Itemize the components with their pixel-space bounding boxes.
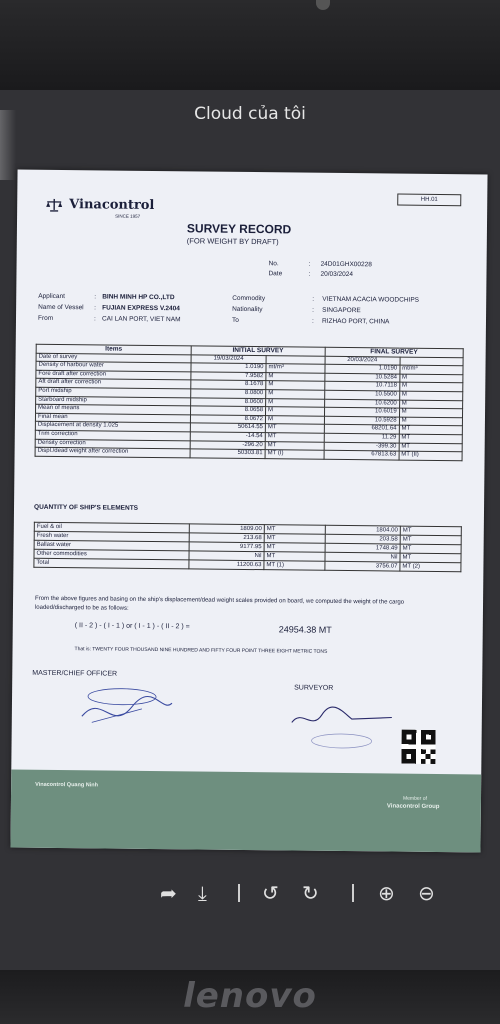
element-final: 1804.00 — [325, 525, 400, 535]
logo-since: SINCE 1957 — [115, 213, 141, 219]
element-item: Fuel & oil — [34, 522, 189, 533]
cargo-weight: 24954.38 MT — [278, 624, 332, 635]
row-initial-unit: M — [266, 407, 325, 416]
toolbar-separator — [238, 884, 240, 902]
row-final-unit: M — [399, 391, 462, 400]
footer-member: Member of — [402, 795, 427, 802]
row-item: Fore draft after correction — [36, 370, 191, 380]
qr-code-icon — [401, 730, 435, 764]
footer-group: Vinacontrol Group — [386, 803, 440, 811]
row-final: 11.29 — [324, 433, 399, 442]
row-initial-unit: M — [266, 372, 325, 381]
row-initial: 1.0190 — [191, 363, 266, 372]
calculation-note: From the above figures and basing on the ship's displacement/dead weight scales provided on board, we computed the weight of the cargo loaded/discharged to be as follows: — [34, 595, 405, 612]
row-item: Port midship — [36, 387, 191, 397]
row-final-unit: MT — [399, 443, 462, 452]
company-logo: Vinacontrol — [69, 197, 155, 213]
rotate-right-icon[interactable]: ↻ — [302, 881, 319, 905]
header-final: FINAL SURVEY — [325, 347, 463, 357]
rotate-left-icon[interactable]: ↺ — [262, 881, 279, 905]
element-initial-unit: MT — [264, 525, 325, 535]
commodity-value: VIETNAM ACACIA WOODCHIPS — [322, 295, 420, 304]
applicant-label: Applicant — [38, 292, 66, 301]
toolbar-separator — [352, 884, 354, 902]
row-final-unit: M — [399, 408, 462, 417]
row-final: 68201.64 — [324, 425, 399, 434]
element-final: 3756.07 — [325, 561, 400, 571]
row-initial: 50303.81 — [190, 449, 265, 458]
row-final-unit: M — [399, 382, 462, 391]
formula: ( II - 2 ) - ( I - 1 ) or ( I - 1 ) - ( II - 2 ) = — [74, 622, 190, 631]
row-final-unit: M — [399, 374, 462, 383]
element-initial-unit: MT — [264, 534, 325, 544]
row-final: 10.6200 — [324, 399, 399, 408]
monitor-bezel-top — [0, 0, 500, 90]
from-label: From — [37, 314, 54, 322]
row-initial-unit: M — [266, 390, 325, 399]
to-value: RIZHAO PORT, CHINA — [321, 317, 390, 326]
row-final-unit: MT — [399, 434, 462, 443]
element-final-unit: MT — [400, 535, 461, 545]
form-number: HH.01 — [397, 194, 461, 207]
applicant-value: BINH MINH HP CO.,LTD — [102, 293, 175, 302]
row-final: 20/03/2024 — [325, 356, 400, 365]
element-initial: Nil — [189, 551, 264, 561]
nationality-label: Nationality — [232, 305, 263, 314]
element-final-unit: MT — [400, 526, 461, 536]
date-value: 20/03/2024 — [320, 270, 354, 279]
date-label: Date — [268, 270, 283, 278]
weight-in-words — [75, 646, 328, 655]
that-is-value: TWENTY FOUR THOUSAND NINE HUNDRED AND FIFTY FOUR POINT THREE EIGHT METRIC TONS — [92, 646, 328, 655]
element-item: Other commodities — [34, 549, 189, 560]
download-icon[interactable]: ⤓ — [198, 881, 207, 905]
row-item: Starboard midship — [36, 396, 191, 406]
row-initial: 19/03/2024 — [191, 354, 266, 363]
row-final-unit: MT (II) — [399, 451, 462, 460]
row-final: 1.0190 — [325, 364, 400, 373]
row-initial-unit: M — [266, 398, 325, 407]
row-item: Trim correction — [35, 430, 190, 440]
row-final-unit: mt/m³ — [400, 365, 463, 374]
element-initial-unit: MT — [264, 543, 325, 553]
from-value: CAI LAN PORT, VIET NAM — [101, 315, 181, 324]
row-item: Density correction — [35, 439, 190, 449]
row-final-unit: M — [399, 400, 462, 409]
element-initial: 213.68 — [189, 533, 264, 543]
element-initial-unit: MT — [264, 552, 325, 562]
surveyor-signature-icon — [281, 700, 402, 751]
row-item: Displ./dead weight after correction — [35, 447, 190, 457]
footer-company: Vinacontrol Quang Ninh — [35, 781, 99, 789]
row-initial: 50614.55 — [190, 423, 265, 432]
row-final: 10.6019 — [324, 407, 399, 416]
commodity-label: Commodity — [232, 294, 266, 303]
vessel-label: Name of Vessel — [38, 303, 84, 312]
draft-survey-table — [35, 344, 464, 461]
row-initial: -14.54 — [190, 432, 265, 441]
element-initial-unit: MT (1) — [264, 561, 325, 571]
row-final: 67813.63 — [324, 450, 399, 459]
element-final: Nil — [325, 552, 400, 562]
element-final-unit: MT — [400, 544, 461, 554]
element-initial: 1809.00 — [189, 524, 264, 534]
element-initial: 11200.63 — [189, 560, 264, 570]
element-item: Ballast water — [34, 540, 189, 551]
surveyor-label: SURVEYOR — [294, 684, 334, 692]
row-initial: 8.0600 — [191, 397, 266, 406]
document-subtitle: (FOR WEIGHT BY DRAFT) — [186, 236, 279, 247]
elements-title: QUANTITY OF SHIP'S ELEMENTS — [33, 503, 139, 512]
element-final: 203.58 — [325, 534, 400, 544]
element-final-unit: MT — [400, 553, 461, 563]
row-item: Displacement at density 1.025 — [35, 422, 190, 432]
row-initial-unit: M — [265, 415, 324, 424]
row-final: 10.7118 — [324, 382, 399, 391]
element-item: Total — [34, 558, 189, 569]
row-initial-unit: mt/m³ — [266, 364, 325, 373]
share-icon[interactable]: ➦ — [160, 881, 177, 905]
row-initial-unit: MT — [265, 433, 324, 442]
row-item: Aft draft after correction — [36, 379, 191, 389]
to-label: To — [231, 316, 239, 324]
row-initial: 8.0658 — [191, 406, 266, 415]
lenovo-logo: lenovo — [183, 976, 317, 1016]
row-initial: 7.9582 — [191, 372, 266, 381]
row-final: -399.30 — [324, 442, 399, 451]
nationality-value: SINGAPORE — [322, 306, 361, 315]
document-title: SURVEY RECORD — [186, 221, 292, 237]
row-final-unit: M — [399, 417, 462, 426]
zoom-in-icon[interactable]: ⊕ — [378, 881, 395, 905]
row-initial: 8.1678 — [191, 380, 266, 389]
row-initial: 8.0672 — [190, 415, 265, 424]
document-footer — [10, 770, 481, 853]
row-initial-unit: MT — [265, 441, 324, 450]
master-signature-icon — [72, 682, 183, 733]
row-final-unit: MT — [399, 425, 462, 434]
no-label: No. — [268, 260, 279, 268]
element-final-unit: MT (2) — [400, 562, 461, 572]
header-initial: INITIAL SURVEY — [191, 346, 325, 356]
element-initial: 9177.95 — [189, 542, 264, 552]
row-initial-unit: MT (I) — [265, 450, 324, 459]
row-final: 10.5284 — [324, 373, 399, 382]
row-initial: -296.20 — [190, 440, 265, 449]
element-final: 1748.49 — [325, 543, 400, 553]
row-final: 10.5928 — [324, 416, 399, 425]
header-items: Items — [36, 344, 191, 354]
row-initial: 8.0800 — [191, 389, 266, 398]
screen-glare — [0, 110, 16, 180]
element-item: Fresh water — [34, 531, 189, 542]
ship-elements-table — [33, 522, 461, 572]
row-initial-unit: M — [266, 381, 325, 390]
row-item: Mean of means — [36, 404, 191, 414]
row-item: Final mean — [35, 413, 190, 423]
row-item: Density of harbour water — [36, 361, 191, 371]
scale-logo-icon — [45, 198, 63, 212]
row-initial-unit: MT — [265, 424, 324, 433]
row-final: 10.5500 — [324, 390, 399, 399]
viewer-title: Cloud của tôi — [194, 104, 306, 124]
that-is-label: That is: — [74, 646, 91, 653]
zoom-out-icon[interactable]: ⊖ — [418, 881, 435, 905]
master-label: MASTER/CHIEF OFFICER — [32, 669, 118, 678]
row-item: Date of survey — [36, 353, 191, 363]
survey-document: Vinacontrol SINCE 1957 HH.01 SURVEY RECORD (FOR WEIGHT BY DRAFT) No. : 24D01GHX00228 Date : 20/03/2024 Applicant : BINH MINH HP CO.,LTD Name of Vessel : FUJIAN EXPRESS V.2404 From : CAI LAN PORT, VIET NAM Commodity : VIETNAM ACACIA WOODCHIPS Nationality : SINGAPORE To : RIZHAO PORT, CHINA Items INITIAL SURVEY FINAL SURVEY Date of survey 19/03/2024 20/03/2024 Density of harbour water 1.0190 mt/m³ 1.0190 mt/m³ Fore draft after correction 7.9582 M 10.5284 M Aft draft after correction 8.1678 M 10.7118 M Port midship 8.0800 M 10.5500 M Starboard midship 8.0600 M 10.6200 M Mean of means 8.0658 M 10.6019 M Final mean 8.0672 M 10.5928 M Displacement at density 1.025 50614.55 MT 68201.64 MT Trim correction -14.54 MT 11.29 MT Density correction -296.20 MT -399.30 MT Displ./dead weight after correction 50303.81 MT (I) 67813.63 MT (II) QUANTITY OF SHIP'S ELEMENTS Fuel & oil 1809.00 MT 1804.00 MT Fresh water 213.68 MT 203.58 MT Ballast water 9177.95 MT 1748.49 MT Other commodities Nil MT Nil MT Total 11200.63 MT (1) 3756.07 MT (2) From the above figures and basing on the ship's displacement/dead weight scales provided on board, we computed the weight of the cargo loaded/discharged to be as follows: ( II - 2 ) - ( I - 1 ) or ( I - 1 ) - ( II - 2 ) = 24954.38 MT That is: TWENTY FOUR THOUSAND NINE HUNDRED AND FIFTY FOUR POINT THREE EIGHT METRIC TONS MASTER/CHIEF OFFICER SURVEYOR Vinacontrol Quang Ninh Member of Vinacontrol Group — [10, 170, 487, 853]
no-value: 24D01GHX00228 — [320, 260, 372, 269]
vessel-value: FUJIAN EXPRESS V.2404 — [102, 304, 180, 313]
